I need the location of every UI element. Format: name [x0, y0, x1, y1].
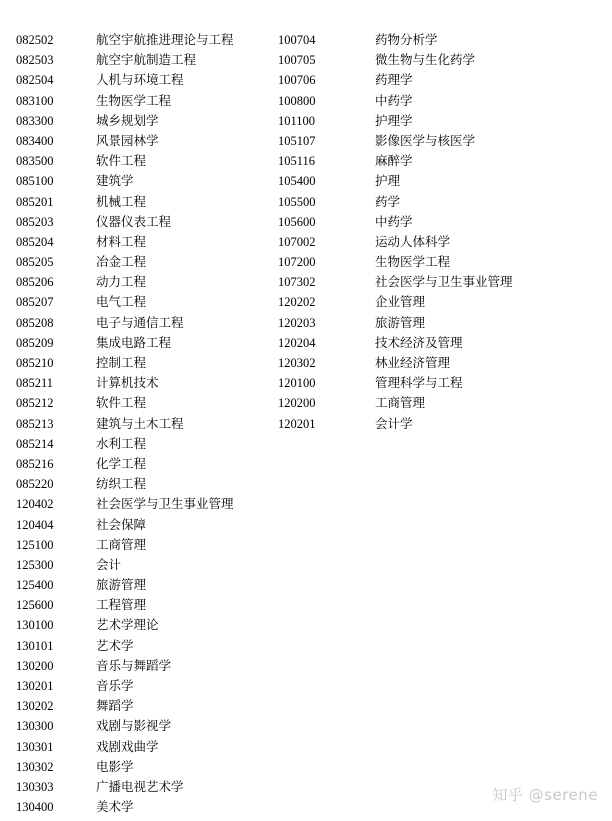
list-item: [278, 232, 513, 252]
list-item: [16, 676, 234, 696]
program-name: 护理学: [375, 112, 413, 128]
list-item: [278, 252, 513, 272]
list-item: [278, 50, 513, 70]
program-name: 工程管理: [96, 597, 147, 613]
program-name: 戏剧与影视学: [96, 718, 172, 734]
list-item: [16, 171, 234, 191]
list-item: [278, 151, 513, 171]
program-code: 130101: [16, 638, 54, 653]
list-item: [16, 636, 234, 656]
program-name: 运动人体科学: [375, 233, 451, 249]
list-item: [16, 434, 234, 454]
list-item: [16, 555, 234, 575]
program-name: 社会医学与卫生事业管理: [375, 274, 513, 290]
list-item: [16, 313, 234, 333]
program-code: 130201: [16, 679, 54, 693]
program-name: 音乐学: [96, 678, 134, 693]
list-item: [16, 393, 234, 413]
program-name: 纺织工程: [96, 476, 147, 492]
program-code: 130301: [16, 739, 54, 754]
program-name: 美术学: [96, 799, 134, 815]
list-item: [16, 797, 234, 817]
program-code: 100706: [278, 73, 316, 88]
list-item: [16, 757, 234, 777]
list-item: [16, 30, 234, 50]
list-item: [16, 292, 234, 312]
program-name: 护理: [375, 173, 401, 189]
list-item: [278, 353, 513, 373]
program-name: 电气工程: [96, 294, 147, 310]
list-item: [16, 333, 234, 353]
list-item: [16, 353, 234, 373]
program-code: 105500: [278, 194, 316, 209]
list-item: [278, 272, 513, 292]
program-name: 生物医学工程: [375, 254, 451, 270]
program-code: 085206: [16, 275, 54, 290]
program-code: 120201: [278, 416, 316, 431]
list-item: [16, 111, 234, 131]
program-name: 城乡规划学: [96, 112, 159, 128]
program-name: 水利工程: [96, 435, 147, 451]
program-name: 中药学: [375, 92, 413, 108]
program-name: 仪器仪表工程: [96, 213, 172, 229]
program-name: 软件工程: [96, 153, 147, 169]
program-code: 085212: [16, 396, 54, 411]
program-code: 120404: [16, 517, 54, 532]
program-code: 083400: [16, 133, 54, 148]
list-item: [278, 70, 513, 90]
program-code: 125100: [16, 537, 54, 552]
program-name: 会计: [96, 556, 122, 572]
program-name: 软件工程: [96, 395, 147, 411]
program-code: 085213: [16, 416, 54, 431]
list-item: [278, 131, 513, 151]
list-item: [16, 737, 234, 757]
program-name: 音乐与舞蹈学: [96, 657, 172, 673]
program-code: 120100: [278, 376, 316, 391]
program-name: 材料工程: [96, 233, 147, 249]
program-name: 工商管理: [375, 395, 426, 411]
program-code: 130202: [16, 699, 54, 714]
list-item: [16, 535, 234, 555]
list-item: [16, 131, 234, 151]
list-item: [16, 373, 234, 393]
list-item: [16, 151, 234, 171]
watermark: 知乎 @serene: [492, 786, 598, 804]
list-item: [16, 192, 234, 212]
list-item: [278, 171, 513, 191]
program-code: 130302: [16, 759, 54, 774]
program-name: 艺术学: [96, 637, 134, 653]
program-code: 101100: [278, 113, 316, 128]
list-item: [16, 494, 234, 514]
list-item: [16, 777, 234, 797]
program-code: 085100: [16, 174, 54, 189]
list-item: [278, 373, 513, 393]
program-name: 航空宇航推进理论与工程: [96, 32, 234, 47]
list-item: [16, 474, 234, 494]
program-name: 人机与环境工程: [96, 72, 184, 88]
program-code: 120202: [278, 295, 316, 310]
program-code: 085205: [16, 255, 54, 270]
program-code: 085220: [16, 477, 54, 492]
program-code: 085209: [16, 335, 54, 350]
list-item: [16, 595, 234, 615]
list-item: [16, 91, 234, 111]
program-code: 100705: [278, 53, 316, 68]
list-item: [16, 515, 234, 535]
list-item: [16, 696, 234, 716]
program-code: 105400: [278, 174, 316, 189]
list-item: [278, 212, 513, 232]
program-code: 085201: [16, 194, 54, 209]
program-name: 社会医学与卫生事业管理: [96, 496, 234, 512]
program-name: 建筑与土木工程: [96, 415, 184, 431]
right-column: [278, 30, 513, 434]
program-name: 风景园林学: [96, 132, 159, 148]
program-name: 艺术学理论: [96, 617, 159, 633]
program-code: 125300: [16, 557, 54, 572]
program-code: 085203: [16, 214, 54, 229]
program-name: 电影学: [96, 758, 134, 774]
list-item: [16, 716, 234, 736]
program-code: 082503: [16, 53, 54, 68]
program-name: 动力工程: [96, 274, 147, 290]
program-code: 083100: [16, 93, 54, 108]
program-name: 旅游管理: [96, 577, 147, 593]
program-name: 广播电视艺术学: [96, 778, 184, 794]
program-code: 085208: [16, 315, 54, 330]
program-code: 107002: [278, 234, 316, 249]
list-item: [16, 212, 234, 232]
program-name: 药理学: [375, 72, 413, 88]
program-code: 100800: [278, 93, 316, 108]
program-name: 集成电路工程: [96, 334, 172, 350]
program-name: 戏剧戏曲学: [96, 738, 159, 754]
program-code: 083500: [16, 154, 54, 169]
program-name: 化学工程: [96, 455, 147, 471]
list-item: [278, 393, 513, 413]
list-item: [278, 292, 513, 312]
program-code: 105107: [278, 133, 316, 148]
program-code: 085207: [16, 295, 54, 310]
program-name: 企业管理: [375, 294, 426, 310]
list-item: [16, 414, 234, 434]
list-item: [278, 91, 513, 111]
list-item: [16, 454, 234, 474]
program-code: 130400: [16, 800, 54, 815]
program-code: 120302: [278, 356, 316, 370]
program-name: 社会保障: [96, 516, 147, 532]
program-code: 082502: [16, 33, 54, 47]
program-code: 100704: [278, 33, 316, 47]
program-code: 130303: [16, 779, 54, 794]
list-item: [16, 232, 234, 252]
program-name: 药学: [375, 193, 401, 209]
program-code: 107200: [278, 255, 316, 270]
list-item: [278, 414, 513, 434]
list-item: [278, 313, 513, 333]
program-code: 085216: [16, 456, 54, 471]
list-item: [16, 575, 234, 595]
left-column: [16, 30, 234, 817]
program-name: 麻醉学: [375, 153, 413, 169]
program-name: 工商管理: [96, 536, 147, 552]
list-item: [16, 656, 234, 676]
list-item: [278, 192, 513, 212]
program-name: 计算机技术: [96, 375, 159, 391]
program-name: 冶金工程: [96, 254, 147, 270]
program-code: 130200: [16, 658, 54, 673]
list-item: [278, 111, 513, 131]
program-name: 机械工程: [96, 193, 147, 209]
program-name: 林业经济管理: [375, 355, 451, 370]
program-code: 105116: [278, 154, 316, 169]
program-name: 控制工程: [96, 355, 147, 370]
program-code: 085204: [16, 234, 54, 249]
program-name: 影像医学与核医学: [375, 132, 476, 148]
list-item: [16, 272, 234, 292]
list-item: [16, 70, 234, 90]
program-name: 中药学: [375, 213, 413, 229]
program-name: 航空宇航制造工程: [96, 52, 197, 68]
program-code: 125400: [16, 578, 54, 593]
program-code: 085211: [16, 376, 54, 391]
program-code: 105600: [278, 214, 316, 229]
program-code: 085210: [16, 356, 54, 370]
program-name: 管理科学与工程: [375, 375, 463, 391]
program-name: 旅游管理: [375, 314, 426, 330]
program-code: 082504: [16, 73, 54, 88]
program-name: 电子与通信工程: [96, 314, 184, 330]
program-code: 083300: [16, 113, 54, 128]
program-code: 120204: [278, 335, 316, 350]
program-code: 125600: [16, 598, 54, 613]
program-code: 120200: [278, 396, 316, 411]
list-item: [278, 333, 513, 353]
list-item: [16, 252, 234, 272]
program-code: 120203: [278, 315, 316, 330]
program-code: 120402: [16, 497, 54, 512]
list-item: [16, 50, 234, 70]
list-item: [16, 615, 234, 635]
program-name: 建筑学: [96, 173, 134, 189]
program-code: 107302: [278, 275, 316, 290]
program-name: 生物医学工程: [96, 92, 172, 108]
program-name: 舞蹈学: [96, 698, 134, 714]
program-name: 微生物与生化药学: [375, 52, 476, 68]
program-code: 130300: [16, 719, 54, 734]
program-name: 药物分析学: [375, 32, 438, 47]
program-code: 085214: [16, 436, 54, 451]
list-item: [278, 30, 513, 50]
program-code: 130100: [16, 618, 54, 633]
program-name: 技术经济及管理: [375, 334, 463, 350]
program-name: 会计学: [375, 415, 413, 431]
